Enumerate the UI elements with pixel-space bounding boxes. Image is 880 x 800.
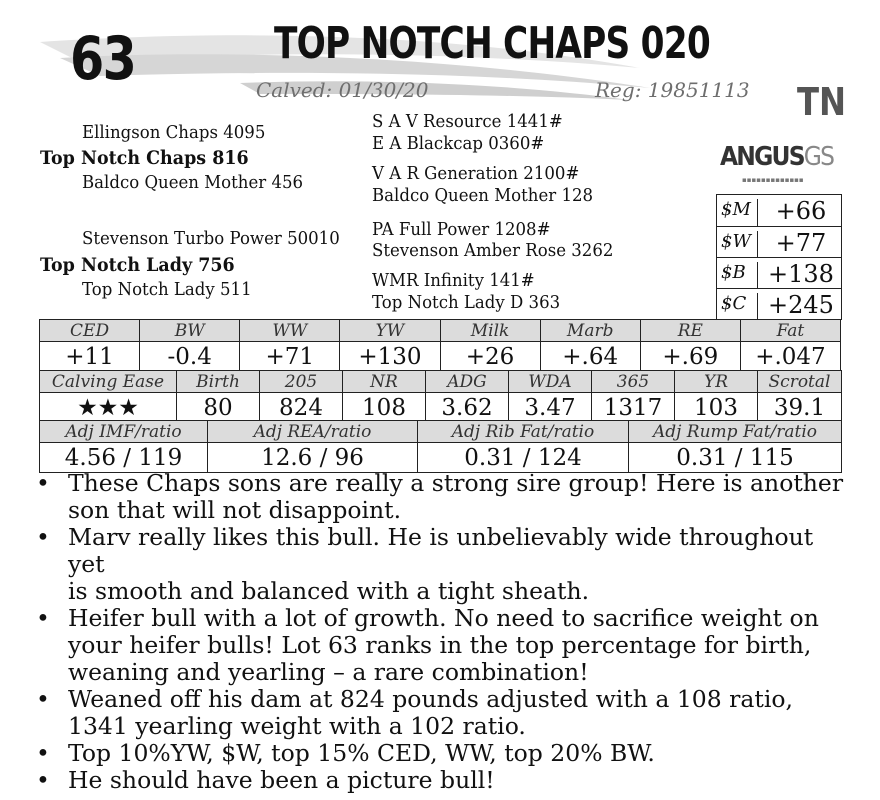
ultrasound-header-row: [40, 421, 842, 443]
dollar-value: +77: [775, 229, 827, 257]
dollar-row-b: [717, 257, 841, 289]
pedigree-ds-dam: Stevenson Amber Rose 3262: [372, 240, 614, 261]
note-line: weaning and yearling – a rare combination!: [68, 658, 589, 686]
bull-notes: [36, 470, 856, 794]
bullet-icon: •: [36, 685, 50, 713]
dollar-label: $C: [721, 293, 758, 320]
bullet-icon: •: [36, 469, 50, 497]
state-code: TN: [797, 80, 847, 124]
note-line: son that will not disappoint.: [68, 496, 402, 524]
note-item: [36, 767, 856, 794]
ultrasound-value-cell: 0.31 / 115: [629, 443, 842, 473]
epd-table: [39, 319, 841, 372]
performance-header-cell: 205: [260, 371, 343, 393]
bullet-icon: •: [36, 739, 50, 767]
epd-value-row: [40, 342, 841, 372]
epd-value-cell: +11: [40, 342, 140, 372]
epd-header-cell: Marb: [540, 320, 640, 342]
epd-value-cell: +26: [440, 342, 540, 372]
note-item: [36, 470, 856, 524]
note-line: Weaned off his dam at 824 pounds adjusted with a 108 ratio,: [68, 685, 794, 713]
performance-header-cell: YR: [675, 371, 758, 393]
pedigree-sire-sire: Ellingson Chaps 4095: [82, 122, 266, 143]
performance-value-cell: 103: [675, 393, 758, 423]
dollar-label: $B: [721, 262, 758, 289]
note-line: These Chaps sons are really a strong sire group! Here is another: [68, 469, 844, 497]
epd-header-cell: Fat: [740, 320, 840, 342]
epd-header-row: [40, 320, 841, 342]
note-line: is smooth and balanced with a tight sheath.: [68, 577, 590, 605]
note-line: 1341 yearling weight with a 102 ratio.: [68, 712, 526, 740]
pedigree-sire-dam: Baldco Queen Mother 456: [82, 172, 304, 193]
epd-header-cell: WW: [240, 320, 340, 342]
dollar-row-c: [717, 288, 841, 320]
performance-header-cell: Scrotal: [758, 371, 842, 393]
performance-header-cell: Calving Ease: [40, 371, 177, 393]
ultrasound-header-cell: Adj IMF/ratio: [40, 421, 208, 443]
pedigree-dam-sire: Stevenson Turbo Power 50010: [82, 228, 340, 249]
epd-value-cell: +.64: [540, 342, 640, 372]
epd-header-cell: BW: [140, 320, 240, 342]
epd-header-cell: CED: [40, 320, 140, 342]
ultrasound-header-cell: Adj REA/ratio: [208, 421, 418, 443]
performance-header-cell: NR: [343, 371, 426, 393]
epd-header-cell: Milk: [440, 320, 540, 342]
ultrasound-value-cell: 4.56 / 119: [40, 443, 208, 473]
pedigree-sd-sire: V A R Generation 2100#: [372, 163, 580, 184]
dollar-value: +66: [775, 197, 827, 225]
ultrasound-value-row: [40, 443, 842, 473]
pedigree-dam-dam: Top Notch Lady 511: [82, 279, 252, 300]
pedigree-dd-dam: Top Notch Lady D 363: [372, 292, 561, 313]
ultrasound-value-cell: 0.31 / 124: [418, 443, 629, 473]
note-line: He should have been a picture bull!: [68, 766, 495, 794]
ultrasound-table: [39, 420, 842, 473]
performance-table: [39, 370, 842, 423]
performance-header-cell: WDA: [509, 371, 592, 393]
pedigree-ds-sire: PA Full Power 1208#: [372, 219, 551, 240]
note-line: Marv really likes this bull. He is unbelievably wide throughout yet: [68, 523, 814, 578]
performance-value-cell: 3.47: [509, 393, 592, 423]
pedigree-dd-sire: WMR Infinity 141#: [372, 270, 535, 291]
epd-header-cell: RE: [640, 320, 740, 342]
ultrasound-header-cell: Adj Rump Fat/ratio: [629, 421, 842, 443]
performance-value-row: [40, 393, 842, 423]
performance-value-cell: 39.1: [758, 393, 842, 423]
epd-value-cell: +.047: [740, 342, 840, 372]
note-item: [36, 740, 856, 767]
epd-value-cell: +71: [240, 342, 340, 372]
epd-value-cell: +.69: [640, 342, 740, 372]
dollar-values-box: [716, 194, 842, 320]
performance-value-cell: 108: [343, 393, 426, 423]
registration-number: Reg: 19851113: [595, 78, 750, 102]
dollar-row-w: [717, 226, 841, 258]
pedigree-dam: Top Notch Lady 756: [40, 254, 235, 276]
epd-header-cell: YW: [340, 320, 440, 342]
performance-header-cell: ADG: [426, 371, 509, 393]
epd-value-cell: +130: [340, 342, 440, 372]
epd-value-cell: -0.4: [140, 342, 240, 372]
note-line: Heifer bull with a lot of growth. No need to sacrifice weight on: [68, 604, 819, 632]
pedigree-ss-sire: S A V Resource 1441#: [372, 111, 563, 132]
ultrasound-value-cell: 12.6 / 96: [208, 443, 418, 473]
performance-header-cell: Birth: [177, 371, 260, 393]
note-line: Top 10%YW, $W, top 15% CED, WW, top 20% BW.: [68, 739, 655, 767]
dollar-value: +245: [768, 291, 834, 319]
note-item: [36, 524, 856, 605]
bullet-icon: •: [36, 766, 50, 794]
performance-header-row: [40, 371, 842, 393]
performance-value-cell: 80: [177, 393, 260, 423]
performance-header-cell: 365: [592, 371, 675, 393]
performance-value-cell: 3.62: [426, 393, 509, 423]
bullet-icon: •: [36, 604, 50, 632]
pedigree-ss-dam: E A Blackcap 0360#: [372, 133, 545, 154]
note-item: [36, 686, 856, 740]
pedigree-sire: Top Notch Chaps 816: [40, 147, 249, 169]
ultrasound-header-cell: Adj Rib Fat/ratio: [418, 421, 629, 443]
pedigree-sd-dam: Baldco Queen Mother 128: [372, 185, 594, 206]
calved-date: Calved: 01/30/20: [256, 78, 429, 102]
performance-value-cell: 1317: [592, 393, 675, 423]
dollar-row-m: [717, 195, 841, 226]
dollar-label: $W: [721, 231, 758, 258]
dollar-value: +138: [768, 260, 834, 288]
bull-name-title: TOP NOTCH CHAPS 020: [274, 18, 710, 69]
note-line: your heifer bulls! Lot 63 ranks in the top percentage for birth,: [68, 631, 812, 659]
note-item: [36, 605, 856, 686]
calving-ease-stars: ★★★: [40, 393, 177, 423]
dollar-label: $M: [721, 199, 758, 226]
angus-gs-logo: ANGUSGS ▪▪▪▪▪▪▪▪▪▪▪▪▪: [720, 142, 834, 184]
performance-value-cell: 824: [260, 393, 343, 423]
bullet-icon: •: [36, 523, 50, 551]
lot-number: 63: [70, 24, 136, 94]
